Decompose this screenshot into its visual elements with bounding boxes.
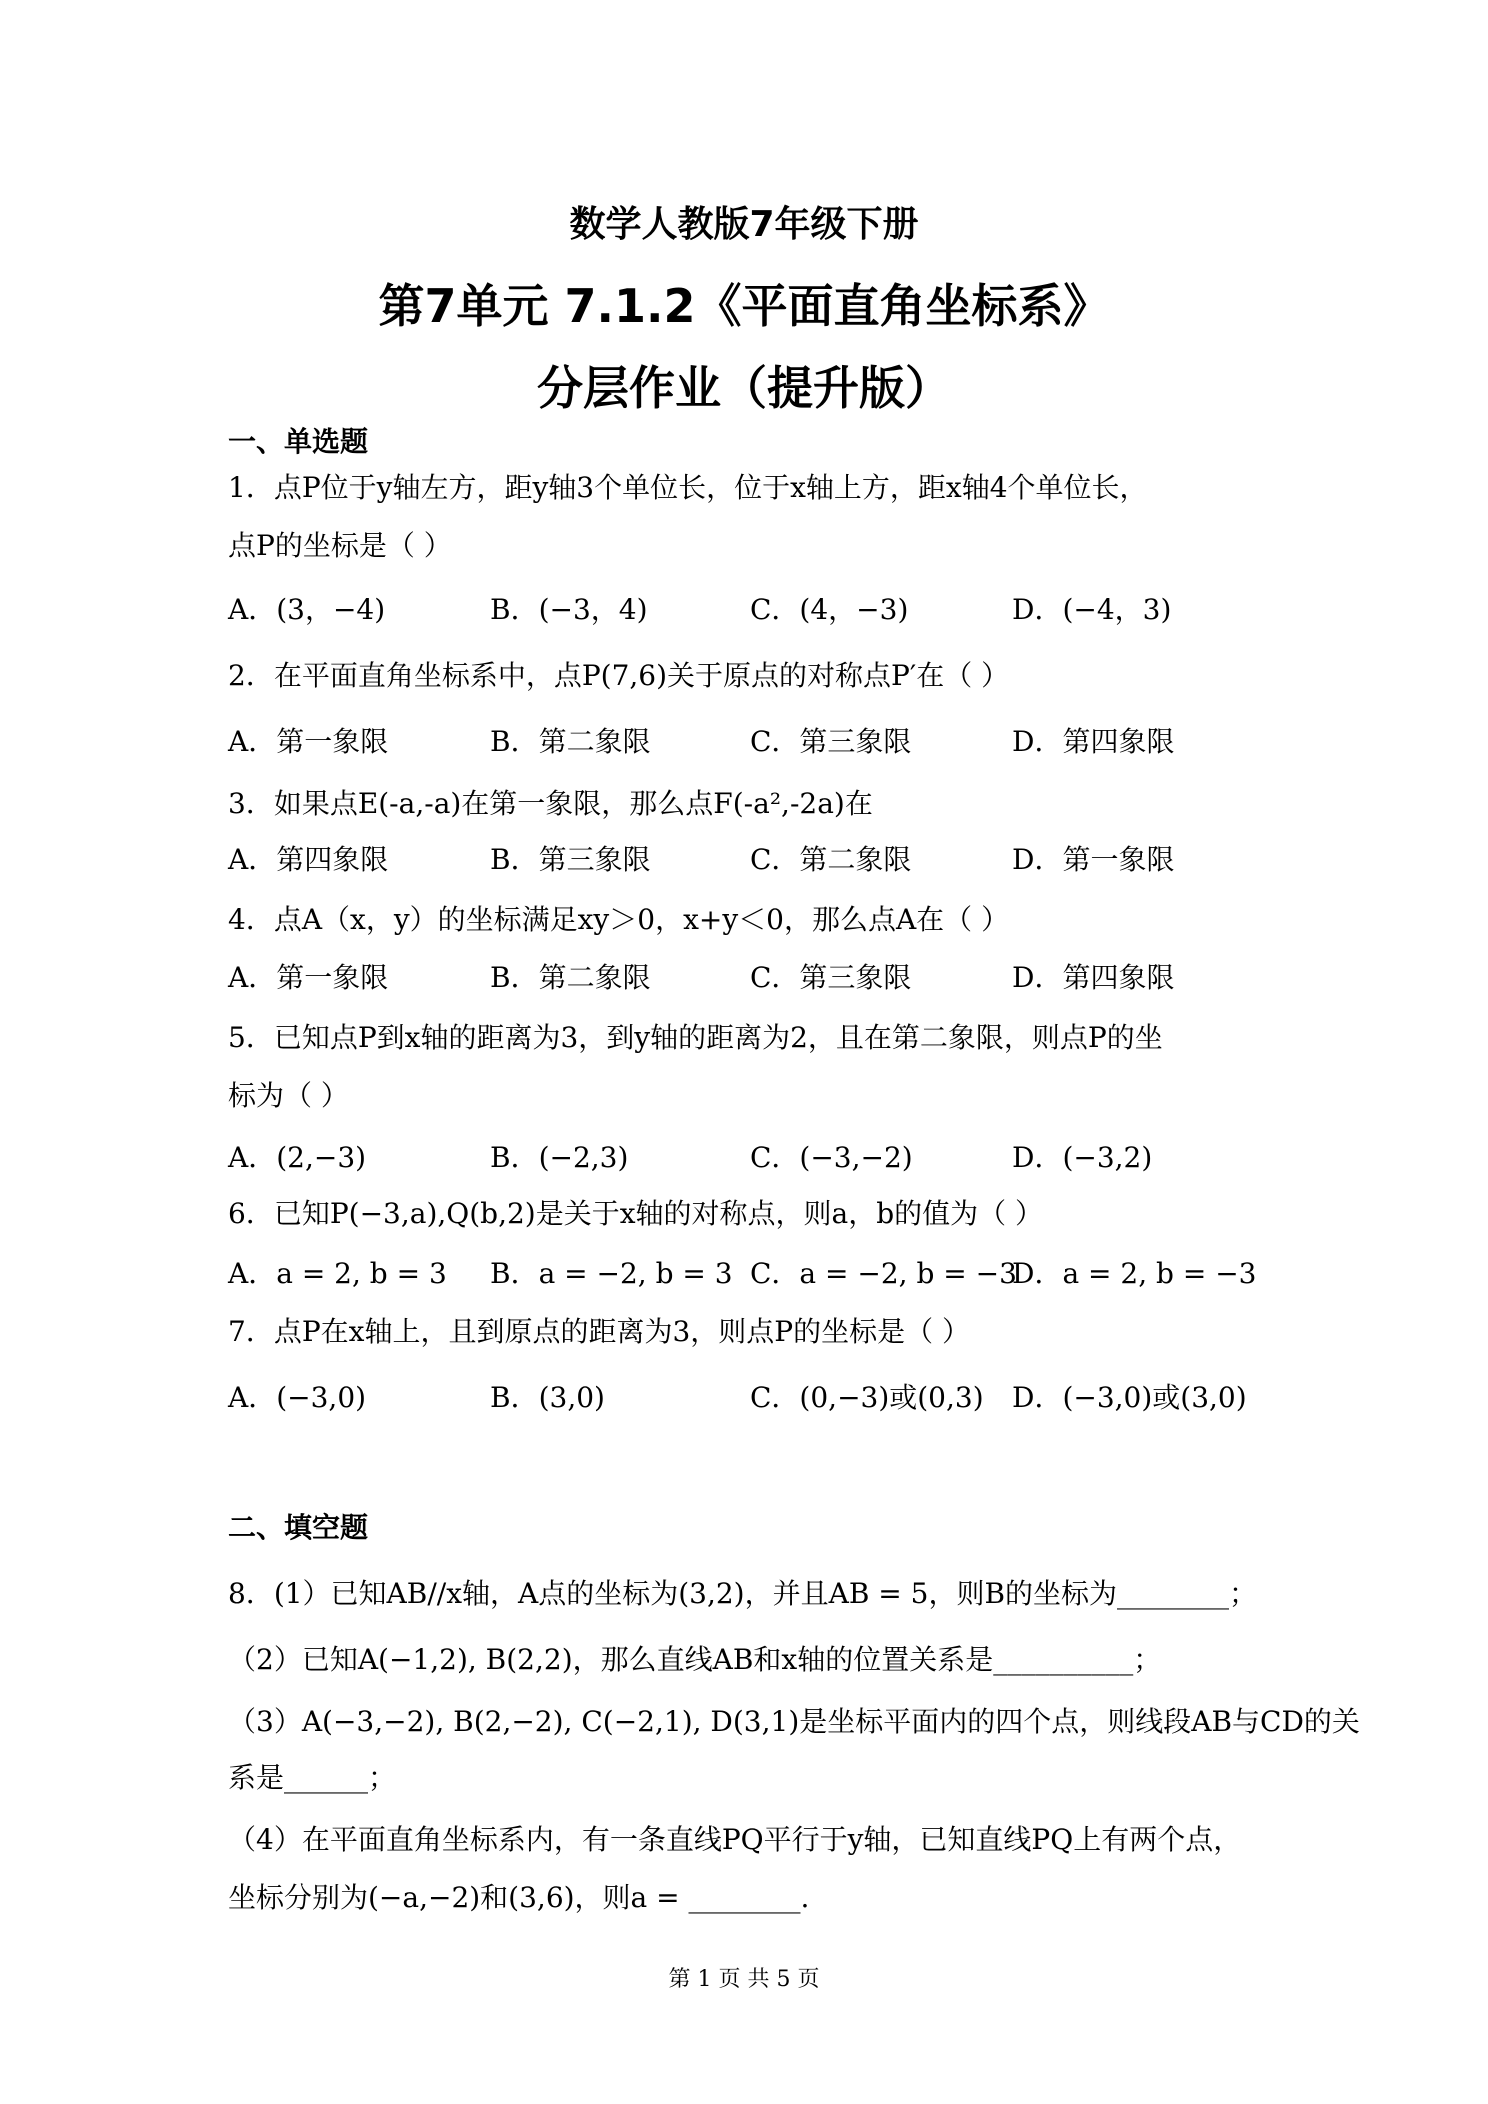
question-8-part-2: （2）已知A(−1,2), B(2,2)，那么直线AB和x轴的位置关系是__________； — [228, 1643, 1162, 1676]
question-2-line-1: 2．在平面直角坐标系中，点P(7,6)关于原点的对称点P′在（ ） — [228, 659, 1010, 692]
option-a: A．第一象限 — [228, 725, 389, 758]
option-a: A．(3，−4) — [228, 593, 386, 626]
option-c: C．第二象限 — [750, 843, 912, 876]
question-7-line-1: 7．点P在x轴上，且到原点的距离为3，则点P的坐标是（ ） — [228, 1315, 971, 1348]
page-number-footer: 第 1 页 共 5 页 — [668, 1967, 820, 1992]
option-b: B．第二象限 — [490, 961, 651, 994]
option-d: D．第四象限 — [1012, 725, 1175, 758]
question-3-options — [228, 838, 1288, 878]
question-2-options — [228, 720, 1288, 760]
question-8-part-4-line-2: 坐标分别为(−a,−2)和(3,6)，则a = ________. — [228, 1881, 810, 1914]
title-homework: 分层作业（提升版） — [537, 361, 951, 415]
option-d: D．第四象限 — [1012, 961, 1175, 994]
section-single-choice: 一、单选题 — [228, 425, 369, 458]
option-d: D．(−4，3) — [1012, 593, 1172, 626]
option-d: D．(−3,2) — [1012, 1141, 1153, 1174]
option-c: C．第三象限 — [750, 961, 912, 994]
option-b: B．第三象限 — [490, 843, 651, 876]
option-a: A．(2,−3) — [228, 1141, 367, 1174]
option-c: C．(−3,−2) — [750, 1141, 913, 1174]
option-b: B．a = −2, b = 3 — [490, 1257, 733, 1290]
option-b: B．(3,0) — [490, 1381, 605, 1414]
question-5-line-2: 标为（ ） — [228, 1079, 349, 1112]
option-a: A．(−3,0) — [228, 1381, 367, 1414]
question-1-line-2: 点P的坐标是（ ） — [228, 529, 452, 562]
question-1-options — [228, 588, 1288, 628]
option-b: B．(−3，4) — [490, 593, 648, 626]
option-c: C．(0,−3)或(0,3) — [750, 1381, 984, 1414]
option-b: B．(−2,3) — [490, 1141, 629, 1174]
option-b: B．第二象限 — [490, 725, 651, 758]
option-d: D．第一象限 — [1012, 843, 1175, 876]
question-4-line-1: 4．点A（x，y）的坐标满足xy＞0，x+y＜0，那么点A在（ ） — [228, 903, 1010, 936]
option-a: A．第一象限 — [228, 961, 389, 994]
question-8-part-3-line-1: （3）A(−3,−2), B(2,−2), C(−2,1), D(3,1)是坐标平面内的四个点，则线段AB与CD的关 — [228, 1705, 1360, 1738]
question-5-line-1: 5．已知点P到x轴的距离为3，到y轴的距离为2，且在第二象限，则点P的坐 — [228, 1021, 1163, 1054]
question-5-options — [228, 1136, 1288, 1176]
option-d: D．(−3,0)或(3,0) — [1012, 1381, 1247, 1414]
question-4-options — [228, 956, 1288, 996]
option-c: C．a = −2, b = −3 — [750, 1257, 1017, 1290]
section-fill-blank: 二、填空题 — [228, 1511, 369, 1544]
option-a: A．第四象限 — [228, 843, 389, 876]
option-d: D．a = 2, b = −3 — [1012, 1257, 1257, 1290]
title-unit: 第7单元 7.1.2《平面直角坐标系》 — [378, 279, 1110, 333]
question-7-options — [228, 1376, 1288, 1416]
option-c: C．第三象限 — [750, 725, 912, 758]
question-6-options — [228, 1252, 1288, 1292]
question-1-line-1: 1．点P位于y轴左方，距y轴3个单位长，位于x轴上方，距x轴4个单位长， — [228, 471, 1148, 504]
question-3-line-1: 3．如果点E(-a,-a)在第一象限，那么点F(-a²,-2a)在 — [228, 787, 873, 820]
question-8-part-4-line-1: （4）在平面直角坐标系内，有一条直线PQ平行于y轴，已知直线PQ上有两个点， — [228, 1823, 1242, 1856]
question-8-part-1: 8．(1）已知AB//x轴，A点的坐标为(3,2)，并且AB = 5，则B的坐标为________； — [228, 1577, 1258, 1610]
title-textbook: 数学人教版7年级下册 — [569, 204, 919, 245]
question-6-line-1: 6．已知P(−3,a),Q(b,2)是关于x轴的对称点，则a，b的值为（ ） — [228, 1197, 1044, 1230]
question-8-part-3-line-2: 系是______； — [228, 1761, 397, 1794]
option-a: A．a = 2, b = 3 — [228, 1257, 447, 1290]
option-c: C．(4，−3) — [750, 593, 909, 626]
